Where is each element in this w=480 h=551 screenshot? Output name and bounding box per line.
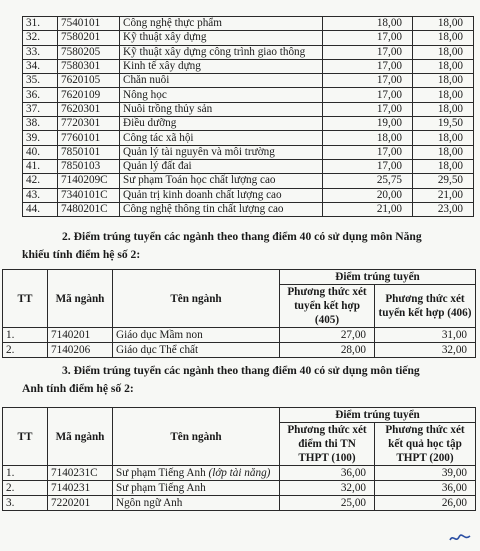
major-name: Kỹ thuật xây dựng — [120, 31, 323, 45]
row-number: 36. — [23, 88, 58, 102]
header-code: Mã ngành — [48, 270, 113, 328]
score-b: 18,00 — [413, 31, 474, 45]
row-number: 32. — [23, 31, 58, 45]
header-score-group: Điểm trúng tuyển — [280, 270, 476, 285]
score-a: 17,00 — [323, 159, 413, 173]
row-number: 38. — [23, 117, 58, 131]
score-a: 17,00 — [323, 74, 413, 88]
row-number: 35. — [23, 74, 58, 88]
score-b: 21,00 — [413, 188, 474, 202]
table-row — [23, 74, 474, 88]
major-code: 7620105 — [58, 74, 120, 88]
major-code: 7580205 — [58, 45, 120, 59]
section-2-heading-line1: 2. Điểm trúng tuyển các ngành theo thang điểm 40 có sử dụng môn Năng — [62, 230, 422, 243]
major-code: 7540101 — [58, 17, 120, 31]
major-name: Công tác xã hội — [120, 131, 323, 145]
major-code: 7760101 — [58, 131, 120, 145]
score-a: 17,00 — [323, 88, 413, 102]
score-a: 17,00 — [323, 145, 413, 159]
score-a: 17,00 — [323, 31, 413, 45]
major-code: 7620109 — [58, 88, 120, 102]
table-row — [23, 117, 474, 131]
row-number: 33. — [23, 45, 58, 59]
score-b: 18,00 — [413, 159, 474, 173]
score-b: 19,50 — [413, 117, 474, 131]
table-row — [23, 188, 474, 202]
score-b: 18,00 — [413, 131, 474, 145]
major-name: Kinh tế xây dựng — [120, 59, 323, 73]
score-a: 19,00 — [323, 117, 413, 131]
major-code: 7580201 — [58, 31, 120, 45]
score-b: 18,00 — [413, 59, 474, 73]
admission-score-table-3 — [2, 407, 476, 511]
header-tt: TT — [3, 270, 48, 328]
score-b: 18,00 — [413, 88, 474, 102]
score-a: 21,00 — [323, 202, 413, 216]
table-row — [23, 131, 474, 145]
row-number: 39. — [23, 131, 58, 145]
major-code: 7850101 — [58, 145, 120, 159]
major-code: 7580301 — [58, 59, 120, 73]
row-number: 40. — [23, 145, 58, 159]
header-score-group: Điểm trúng tuyển — [280, 408, 476, 423]
major-code: 7850103 — [58, 159, 120, 173]
table-row — [23, 145, 474, 159]
admission-score-table-1 — [22, 16, 474, 217]
score-b: 18,00 — [413, 17, 474, 31]
score-b: 18,00 — [413, 102, 474, 116]
score-b: 18,00 — [413, 145, 474, 159]
section-2-heading-line2: khiếu tính điểm hệ số 2: — [22, 248, 141, 261]
table-row — [23, 174, 474, 188]
row-number: 42. — [23, 174, 58, 188]
table-row — [23, 202, 474, 216]
row-number: 34. — [23, 59, 58, 73]
score-a: 17,00 — [323, 102, 413, 116]
major-name: Chăn nuôi — [120, 74, 323, 88]
table-row — [23, 59, 474, 73]
major-name: Quản trị kinh doanh chất lượng cao — [120, 188, 323, 202]
table-row: 1. 7140201 Giáo dục Mầm non 27,00 31,00 — [3, 328, 476, 343]
score-a: 18,00 — [323, 131, 413, 145]
section-3-heading — [22, 362, 474, 398]
major-code: 7620301 — [58, 102, 120, 116]
header-name: Tên ngành — [113, 270, 280, 328]
table-row — [23, 17, 474, 31]
table-row: 1. 7140231C Sư phạm Tiếng Anh (lớp tài năng) 36,00 39,00 — [3, 466, 476, 481]
major-code: 7720301 — [58, 117, 120, 131]
major-name: Nông học — [120, 88, 323, 102]
header-tt: TT — [3, 408, 48, 466]
header-code: Mã ngành — [48, 408, 113, 466]
row-number: 43. — [23, 188, 58, 202]
major-code: 7140209C — [58, 174, 120, 188]
table-row — [23, 88, 474, 102]
talent-class-note: (lớp tài năng) — [208, 466, 271, 479]
section-3-heading-line2: Anh tính điểm hệ số 2: — [22, 382, 134, 395]
score-a: 25,75 — [323, 174, 413, 188]
row-number: 31. — [23, 17, 58, 31]
row-number: 44. — [23, 202, 58, 216]
header-method-200: Phương thức xét kết quả học tập THPT (200) — [375, 423, 476, 466]
major-name: Điều dưỡng — [120, 117, 323, 131]
major-name: Quản lý tài nguyên và môi trường — [120, 145, 323, 159]
score-b: 18,00 — [413, 45, 474, 59]
header-method-406: Phương thức xét tuyển kết hợp (406) — [375, 285, 476, 328]
admission-score-table-2 — [2, 269, 476, 358]
section-3-heading-line1: 3. Điểm trúng tuyển các ngành theo thang điểm 40 có sử dụng môn tiếng — [62, 364, 420, 377]
score-a: 18,00 — [323, 17, 413, 31]
section-2-heading — [22, 228, 474, 264]
table-row — [23, 159, 474, 173]
table-row: 2. 7140206 Giáo dục Thể chất 28,00 32,00 — [3, 343, 476, 358]
major-name: Kỹ thuật xây dựng công trình giao thông — [120, 45, 323, 59]
score-b: 18,00 — [413, 74, 474, 88]
table-row — [23, 45, 474, 59]
score-a: 17,00 — [323, 45, 413, 59]
table-row: 2. 7140231 Sư phạm Tiếng Anh 32,00 36,00 — [3, 481, 476, 496]
table-row — [23, 31, 474, 45]
major-name: Nuôi trồng thủy sản — [120, 102, 323, 116]
major-code: 7480201C — [58, 202, 120, 216]
row-number: 41. — [23, 159, 58, 173]
major-name: Sư phạm Toán học chất lượng cao — [120, 174, 323, 188]
header-name: Tên ngành — [113, 408, 280, 466]
major-name: Công nghệ thông tin chất lượng cao — [120, 202, 323, 216]
signature-mark — [448, 531, 472, 545]
table-row — [23, 102, 474, 116]
score-b: 29,50 — [413, 174, 474, 188]
major-name: Quản lý đất đai — [120, 159, 323, 173]
major-name: Công nghệ thực phẩm — [120, 17, 323, 31]
row-number: 37. — [23, 102, 58, 116]
header-method-100: Phương thức xét điểm thi TN THPT (100) — [280, 423, 375, 466]
major-code: 7340101C — [58, 188, 120, 202]
score-a: 20,00 — [323, 188, 413, 202]
score-a: 17,00 — [323, 59, 413, 73]
score-b: 23,00 — [413, 202, 474, 216]
header-method-405: Phương thức xét tuyển kết hợp (405) — [280, 285, 375, 328]
table-row: 3. 7220201 Ngôn ngữ Anh 25,00 26,00 — [3, 496, 476, 511]
